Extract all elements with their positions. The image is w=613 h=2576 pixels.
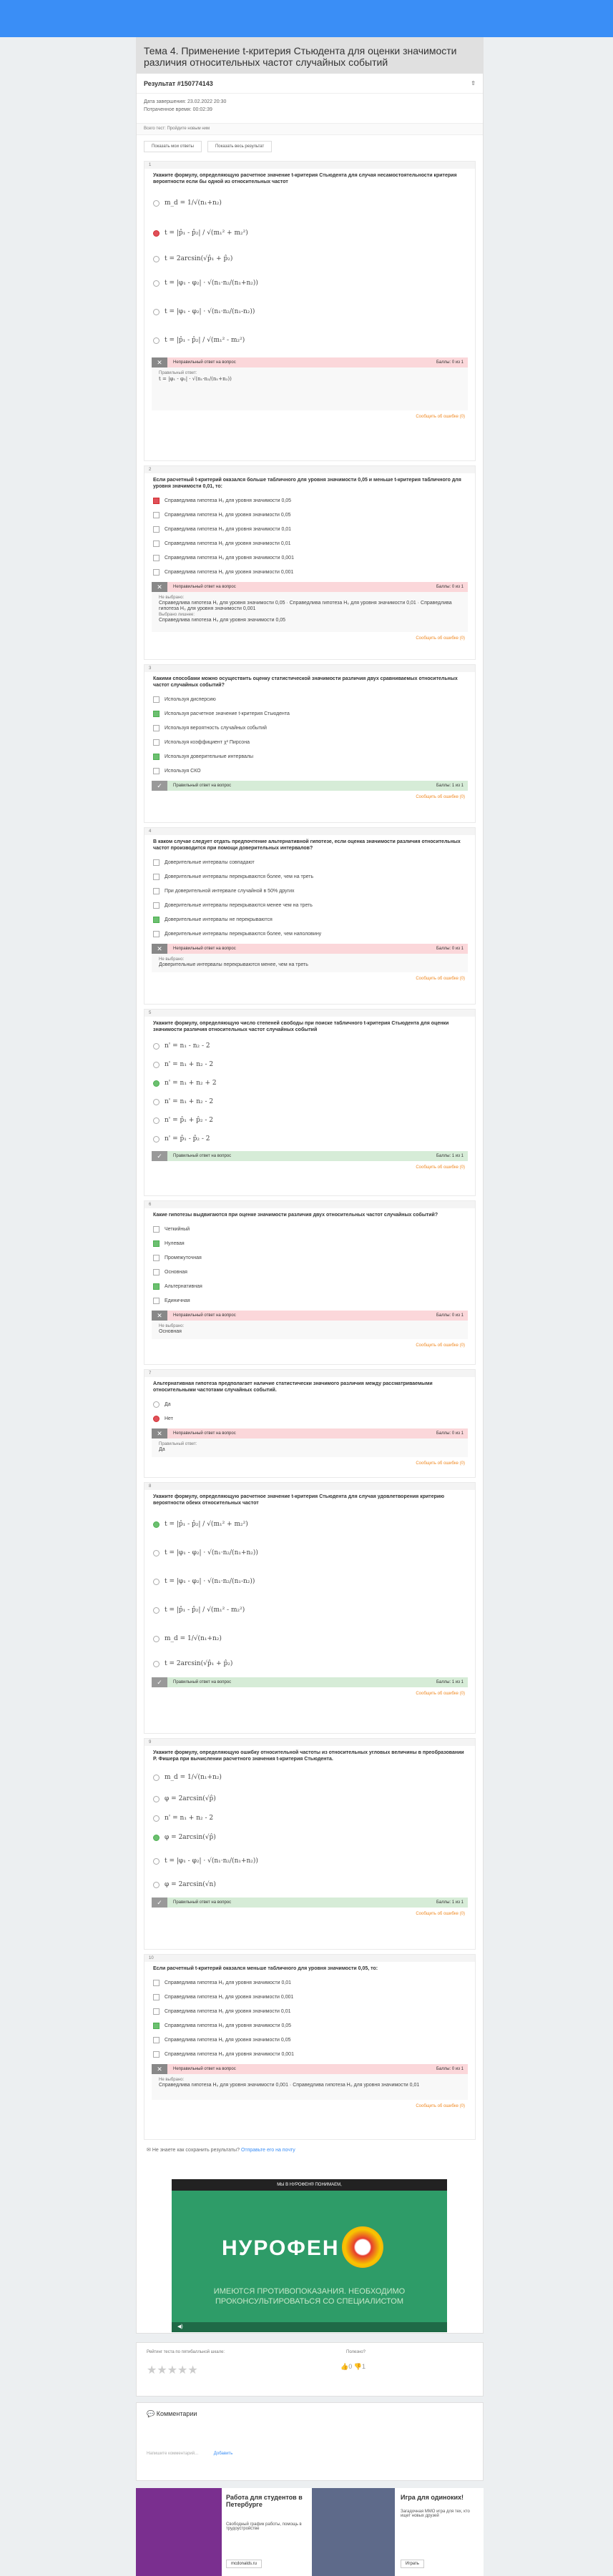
ad-right-title: Игра для одиноких!: [401, 2494, 464, 2501]
checkbox-icon: [153, 541, 160, 547]
correct-answer-bar: ✓ Правильный ответ на вопрос Баллы: 1 из 1: [152, 1677, 468, 1687]
option[interactable]: Справедлива гипотеза H₀ для уровня значимости 0,001: [144, 2047, 475, 2061]
likes-count: 0: [348, 2363, 353, 2370]
question-text: Укажите формулу, определяющую расчетное значение t-критерия Стьюдента для случая несамостоятельности критерия вероятности если бы одной из относительных частот: [153, 173, 457, 184]
option[interactable]: t = |φ₁ - φ₂| · √(n₁·n₂/(n₁+n₂)): [144, 1539, 475, 1567]
quiz-result-card: [136, 37, 484, 2334]
ad-right-image: [312, 2488, 395, 2576]
question-5: [144, 1009, 476, 1196]
checkbox-icon: [153, 859, 160, 866]
ad-top-text: МЫ В НУРОФЕН® ПОНИМАЕМ,: [172, 2179, 447, 2191]
question-2: [144, 465, 476, 660]
checkbox-icon: [153, 2037, 160, 2043]
option[interactable]: Четкийный: [144, 1222, 475, 1236]
radio-icon: [153, 309, 160, 315]
checkbox-checked-icon: [153, 1240, 160, 1247]
radio-icon: [153, 1661, 160, 1667]
option[interactable]: t = 2arcsin(√p̂₁ + p̂₂): [144, 249, 475, 269]
option[interactable]: φ = 2arcsin(√p̂): [144, 1789, 475, 1809]
correct-answer: Не выбрано: Основная: [152, 1321, 468, 1339]
ad-left[interactable]: [136, 2488, 308, 2576]
radio-selected-icon: [153, 1080, 160, 1087]
option[interactable]: Основная: [144, 1265, 475, 1279]
report-error-link[interactable]: Сообщить об ошибке (0): [416, 1912, 465, 1916]
option[interactable]: Доверительные интервалы не перекрываются: [144, 912, 475, 927]
radio-icon: [153, 1607, 160, 1614]
question-text: Если расчетный t-критерий оказался больше табличного для уровня значимости 0,05 и меньше t-критерия табличного для уровня значимости 0,01, то:: [153, 478, 461, 489]
option[interactable]: Альтернативная: [144, 1279, 475, 1293]
report-error-link[interactable]: Сообщить об ошибке (0): [416, 415, 465, 419]
radio-icon: [153, 280, 160, 287]
checkbox-checked-icon: [153, 2023, 160, 2029]
correct-answer: Не выбрано: Доверительные интервалы перекрываются менее, чем на треть: [152, 954, 468, 972]
question-text: Если расчетный t-критерий оказался меньше табличного для уровня значимости 0,05, то:: [153, 1966, 378, 1971]
option[interactable]: Доверительные интервалы совпадают: [144, 855, 475, 869]
correct-answer: Не выбрано: Справедлива гипотеза H₀ для уровня значимости 0,001 · Справедлива гипотеза H₀ для уровня значимости 0,01: [152, 2074, 468, 2100]
option[interactable]: t = |p̂₁ - p̂₂| / √(m₁² + m₂²): [144, 217, 475, 249]
question-number: 9: [144, 1739, 475, 1746]
option[interactable]: Доверительные интервалы перекрываются более, чем на треть: [144, 869, 475, 884]
radio-icon: [153, 1775, 160, 1781]
correct-answer: Правильный ответ: Да: [152, 1438, 468, 1457]
option[interactable]: Используя вероятность случайных событий: [144, 721, 475, 735]
wrong-answer-bar: ✕ Неправильный ответ на вопрос Баллы: 0 из 1: [152, 357, 468, 367]
checkbox-icon: [153, 696, 160, 703]
radio-icon: [153, 256, 160, 262]
checkbox-icon: [153, 512, 160, 518]
checkbox-icon: [153, 555, 160, 561]
question-6: [144, 1200, 476, 1365]
option[interactable]: n' = n₁ + n₂ - 2: [144, 1092, 475, 1111]
checkbox-checked-icon: [153, 1283, 160, 1290]
option[interactable]: Справедлива гипотеза H₁ для уровня значимости 0,001: [144, 1990, 475, 2004]
brand-logo-icon: [342, 2226, 383, 2268]
comments-header: [137, 2403, 483, 2423]
checkbox-icon: [153, 768, 160, 774]
rating-label: Рейтинг теста по пятибалльной шкале:: [147, 2350, 225, 2354]
checkbox-icon: [153, 1226, 160, 1233]
add-comment-button[interactable]: Добавить: [213, 2452, 233, 2456]
check-icon: ✓: [152, 1677, 167, 1687]
question-text: Какими способами можно осуществить оценку статистической значимости различия двух сравниваемых относительных частот случайных событий?: [153, 676, 458, 688]
option[interactable]: n' = n₁ + n₂ + 2: [144, 1074, 475, 1092]
correct-answer: Не выбрано: Справедлива гипотеза H₁ для уровня значимости 0,05 · Справедлива гипотеза H₀ для уровня значимости 0,01 · Справедлива гипотеза H₀ для уровня значимости 0,001 Выбрано лишнее: Справедлива гипотеза H₀ для уровня значимости 0,05: [152, 592, 468, 632]
radio-icon: [153, 1796, 160, 1802]
checkbox-checked-icon: [153, 498, 160, 504]
report-error-link[interactable]: Сообщить об ошибке (0): [416, 977, 465, 981]
report-error-link[interactable]: Сообщить об ошибке (0): [416, 2104, 465, 2108]
radio-icon: [153, 337, 160, 344]
question-4: [144, 827, 476, 1005]
page-title: Тема 4. Применение t-критерия Стьюдента для оценки значимости различия относительных частот случайных событий: [137, 38, 483, 74]
question-text: Укажите формулу, определяющую число степеней свободы при поиске табличного t-критерия Стьюдента для оценки значимости различия относительных частот случайных событий: [153, 1021, 449, 1032]
finished-date: Дата завершения: 23.02.2022 20:30: [144, 99, 227, 104]
radio-icon: [153, 1550, 160, 1556]
checkbox-icon: [153, 1980, 160, 1986]
checkbox-checked-icon: [153, 917, 160, 923]
option[interactable]: Используя доверительные интервалы: [144, 749, 475, 764]
radio-selected-icon: [153, 1416, 160, 1422]
report-error-link[interactable]: Сообщить об ошибке (0): [416, 795, 465, 799]
question-number: 3: [144, 665, 475, 672]
option[interactable]: Используя расчетное значение t-критерия Стьюдента: [144, 706, 475, 721]
checkbox-icon: [153, 1298, 160, 1304]
option[interactable]: n' = p̂₁ - p̂₂ - 2: [144, 1130, 475, 1148]
correct-answer-bar: ✓ Правильный ответ на вопрос Баллы: 1 из 1: [152, 1898, 468, 1908]
question-7: [144, 1369, 476, 1478]
correct-answer-bar: ✓ Правильный ответ на вопрос Баллы: 1 из 1: [152, 1151, 468, 1161]
option[interactable]: Справедлива гипотеза H₀ для уровня значимости 0,001: [144, 551, 475, 565]
radio-selected-icon: [153, 230, 160, 237]
share-icon[interactable]: ⇧: [471, 80, 476, 87]
ad-left-button[interactable]: mcdonalds.ru: [226, 2560, 262, 2568]
option[interactable]: φ = 2arcsin(√n): [144, 1875, 475, 1895]
checkbox-icon: [153, 931, 160, 937]
wrong-answer-bar: ✕ Неправильный ответ на вопрос Баллы: 0 из 1: [152, 944, 468, 954]
thumb-down-icon[interactable]: 👎: [353, 2363, 362, 2370]
ad-warning: ИМЕЮТСЯ ПРОТИВОПОКАЗАНИЯ. НЕОБХОДИМО ПРОКОНСУЛЬТИРОВАТЬСЯ СО СПЕЦИАЛИСТОМ: [213, 2287, 406, 2306]
radio-icon: [153, 1815, 160, 1822]
option[interactable]: Используя коэффициент χ² Пирсона: [144, 735, 475, 749]
checkbox-icon: [153, 2051, 160, 2058]
wrong-answer-bar: ✕ Неправильный ответ на вопрос Баллы: 0 из 1: [152, 1428, 468, 1438]
checkbox-icon: [153, 526, 160, 533]
question-text: Укажите формулу, определяющую ошибку относительной частоты из относительных угловых величины в преобразовании Р. Фишера при вычислении расчетного значения t-критерия Стьюдента.: [153, 1750, 464, 1762]
ad-right-text: Загадочная MMO игра для тех, кто ищет новых друзей: [401, 2510, 470, 2518]
video-ad[interactable]: [172, 2179, 447, 2332]
radio-icon: [153, 1858, 160, 1865]
radio-icon: [153, 1099, 160, 1105]
checkbox-icon: [153, 874, 160, 880]
option[interactable]: Справедлива гипотеза H₁ для уровня значимости 0,01: [144, 536, 475, 551]
cross-icon: ✕: [152, 1311, 167, 1321]
question-number: 10: [144, 1955, 475, 1962]
option[interactable]: Используя дисперсию: [144, 692, 475, 706]
report-error-link[interactable]: Сообщить об ошибке (0): [416, 1692, 465, 1696]
option[interactable]: t = 2arcsin(√p̂₁ + p̂₂): [144, 1653, 475, 1674]
question-8: [144, 1482, 476, 1734]
bottom-ads: [136, 2488, 484, 2576]
option[interactable]: n' = n₁ + n₂ - 2: [144, 1809, 475, 1827]
question-number: 8: [144, 1483, 475, 1490]
radio-selected-icon: [153, 1835, 160, 1841]
comments-card: [136, 2402, 484, 2481]
time-spent: Потраченное время: 00:02:39: [144, 107, 212, 112]
checkbox-icon: [153, 725, 160, 731]
question-1: [144, 161, 476, 461]
option[interactable]: Доверительные интервалы перекрываются менее чем на треть: [144, 898, 475, 912]
star-rating[interactable]: ★★★★★: [147, 2364, 198, 2377]
radio-icon: [153, 1136, 160, 1143]
radio-icon: [153, 1579, 160, 1585]
option[interactable]: Нет: [144, 1411, 475, 1426]
check-icon: ✓: [152, 781, 167, 791]
question-number: 6: [144, 1201, 475, 1208]
radio-icon: [153, 200, 160, 207]
radio-icon: [153, 1117, 160, 1124]
option[interactable]: Справедлива гипотеза H₁ для уровня значимости 0,001: [144, 565, 475, 579]
radio-icon: [153, 1062, 160, 1068]
thumb-up-icon[interactable]: 👍: [340, 2363, 349, 2370]
option[interactable]: Нулевая: [144, 1236, 475, 1250]
option[interactable]: Справедлива гипотеза H₁ для уровня значимости 0,05: [144, 508, 475, 522]
ad-right-button[interactable]: Играть: [401, 2560, 424, 2568]
option[interactable]: n' = n₁ - n₂ - 2: [144, 1037, 475, 1055]
cross-icon: ✕: [152, 357, 167, 367]
option[interactable]: Справедлива гипотеза H₀ для уровня значимости 0,01: [144, 1975, 475, 1990]
report-error-link[interactable]: Сообщить об ошибке (0): [416, 1461, 465, 1466]
show-all-button[interactable]: Показать весь результат: [207, 141, 272, 152]
checkbox-icon: [153, 739, 160, 746]
question-number: 5: [144, 1010, 475, 1017]
wrong-answer-bar: ✕ Неправильный ответ на вопрос Баллы: 0 из 1: [152, 2064, 468, 2074]
checkbox-icon: [153, 1269, 160, 1275]
share-row: [137, 2140, 483, 2157]
correct-answer-bar: ✓ Правильный ответ на вопрос Баллы: 1 из 1: [152, 781, 468, 791]
cross-icon: ✕: [152, 2064, 167, 2074]
comment-input[interactable]: Напишите комментарий...: [147, 2452, 199, 2456]
option[interactable]: Доверительные интервалы перекрываются более, чем наполовину: [144, 927, 475, 941]
mail-icon: ✉: [147, 2148, 151, 2153]
option[interactable]: Справедлива гипотеза H₁ для уровня значимости 0,01: [144, 2004, 475, 2018]
option[interactable]: t = |φ₁ - φ₂| · √(n₁·n₂/(n₁-n₂)): [144, 1567, 475, 1596]
checkbox-icon: [153, 902, 160, 909]
option[interactable]: m_d = 1/√(n₁+n₂): [144, 189, 475, 217]
test-note: Всего тест: Пройдите новым ним: [137, 124, 483, 135]
comments-title: Комментарии: [156, 2410, 197, 2417]
option[interactable]: Единичная: [144, 1293, 475, 1308]
radio-icon: [153, 1882, 160, 1888]
option[interactable]: Справедлива гипотеза H₁ для уровня значимости 0,05: [144, 2033, 475, 2047]
option[interactable]: Справедлива гипотеза H₀ для уровня значимости 0,01: [144, 522, 475, 536]
useful-label: Полезно?: [346, 2350, 366, 2354]
option[interactable]: t = |p̂₁ - p̂₂| / √(m₁² - m₂²): [144, 326, 475, 355]
wrong-answer-bar: ✕ Неправильный ответ на вопрос Баллы: 0 из 1: [152, 582, 468, 592]
check-icon: ✓: [152, 1151, 167, 1161]
report-error-link[interactable]: Сообщить об ошибке (0): [416, 1165, 465, 1170]
question-9: [144, 1738, 476, 1950]
checkbox-checked-icon: [153, 711, 160, 717]
browser-topbar: [0, 0, 613, 37]
ad-brand: НУРОФЕН: [222, 2236, 340, 2260]
checkbox-icon: [153, 569, 160, 576]
option[interactable]: φ = 2arcsin(√p̂): [144, 1827, 475, 1847]
report-error-link[interactable]: Сообщить об ошибке (0): [416, 1343, 465, 1348]
option[interactable]: Справедлива гипотеза H₀ для уровня значимости 0,05: [144, 493, 475, 508]
radio-icon: [153, 1401, 160, 1408]
option[interactable]: Да: [144, 1397, 475, 1411]
correct-answer: Правильный ответ: t = |φ₁ - φ₂| · √(n₁·n₂/(n₁+n₂)): [152, 367, 468, 410]
cross-icon: ✕: [152, 582, 167, 592]
question-text: Какие гипотезы выдвигаются при оценке значимости различия двух относительных частот случайных событий?: [153, 1213, 438, 1218]
checkbox-icon: [153, 2008, 160, 2015]
share-link[interactable]: Отправьте его на почту: [240, 2148, 295, 2153]
checkbox-checked-icon: [153, 754, 160, 760]
question-text: В каком случае следует отдать предпочтение альтернативной гипотезе, если оценка значимости различия относительных частот производится при помощи доверительных интервалов?: [153, 839, 461, 851]
rating-card: [136, 2342, 484, 2397]
wrong-answer-bar: ✕ Неправильный ответ на вопрос Баллы: 0 из 1: [152, 1311, 468, 1321]
option[interactable]: m_d = 1/√(n₁+n₂): [144, 1766, 475, 1789]
ad-left-title: Работа для студентов в Петербурге: [226, 2494, 303, 2508]
result-meta: [137, 94, 483, 124]
radio-icon: [153, 1043, 160, 1050]
radio-selected-icon: [153, 1521, 160, 1528]
cross-icon: ✕: [152, 944, 167, 954]
option[interactable]: При доверительной интервале случайной в 50% других: [144, 884, 475, 898]
volume-icon[interactable]: ◀): [172, 2322, 447, 2332]
option[interactable]: Промежуточная: [144, 1250, 475, 1265]
question-3: [144, 664, 476, 823]
option[interactable]: n' = p̂₁ + p̂₂ - 2: [144, 1111, 475, 1130]
option[interactable]: n' = n₁ + n₂ - 2: [144, 1055, 475, 1074]
checkbox-icon: [153, 1994, 160, 2000]
checkbox-icon: [153, 1255, 160, 1261]
comment-icon: 💬: [147, 2410, 155, 2417]
question-text: Альтернативная гипотеза предполагает наличие статистически значимого различия между рассматриваемыми относительными частотами случайных событий.: [153, 1381, 433, 1393]
question-text: Укажите формулу, определяющую расчетное значение t-критерия Стьюдента для случая удовлетворения критерию вероятности обеих относительных частот: [153, 1494, 445, 1506]
question-number: 4: [144, 828, 475, 835]
ad-left-text: Свободный график работы, помощь в трудоустройстве: [226, 2522, 302, 2531]
question-number: 2: [144, 466, 475, 473]
checkbox-icon: [153, 888, 160, 894]
result-header: [137, 74, 483, 94]
ad-left-image: [136, 2488, 222, 2576]
option[interactable]: Используя СКО: [144, 764, 475, 778]
option[interactable]: t = |φ₁ - φ₂| · √(n₁·n₂/(n₁+n₂)): [144, 269, 475, 297]
share-question: Не знаете как сохранить результаты?: [152, 2148, 240, 2153]
check-icon: ✓: [152, 1898, 167, 1908]
option[interactable]: m_d = 1/√(n₁+n₂): [144, 1624, 475, 1653]
question-10: [144, 1954, 476, 2140]
option[interactable]: t = |φ₁ - φ₂| · √(n₁·n₂/(n₁+n₂)): [144, 1847, 475, 1875]
option[interactable]: t = |p̂₁ - p̂₂| / √(m₁² + m₂²): [144, 1510, 475, 1539]
cross-icon: ✕: [152, 1428, 167, 1438]
question-number: 1: [144, 162, 475, 169]
radio-icon: [153, 1636, 160, 1642]
report-error-link[interactable]: Сообщить об ошибке (0): [416, 636, 465, 641]
option[interactable]: t = |p̂₁ - p̂₂| / √(m₁² - m₂²): [144, 1596, 475, 1624]
show-my-answers-button[interactable]: Показать мои ответы: [144, 141, 202, 152]
option[interactable]: Справедлива гипотеза H₀ для уровня значимости 0,05: [144, 2018, 475, 2033]
dislikes-count: 1: [361, 2363, 366, 2370]
result-label: Результат #150774143: [144, 79, 213, 87]
ad-right[interactable]: [312, 2488, 484, 2576]
question-number: 7: [144, 1370, 475, 1377]
option[interactable]: t = |φ₁ - φ₂| · √(n₁·n₂/(n₁-n₂)): [144, 297, 475, 326]
